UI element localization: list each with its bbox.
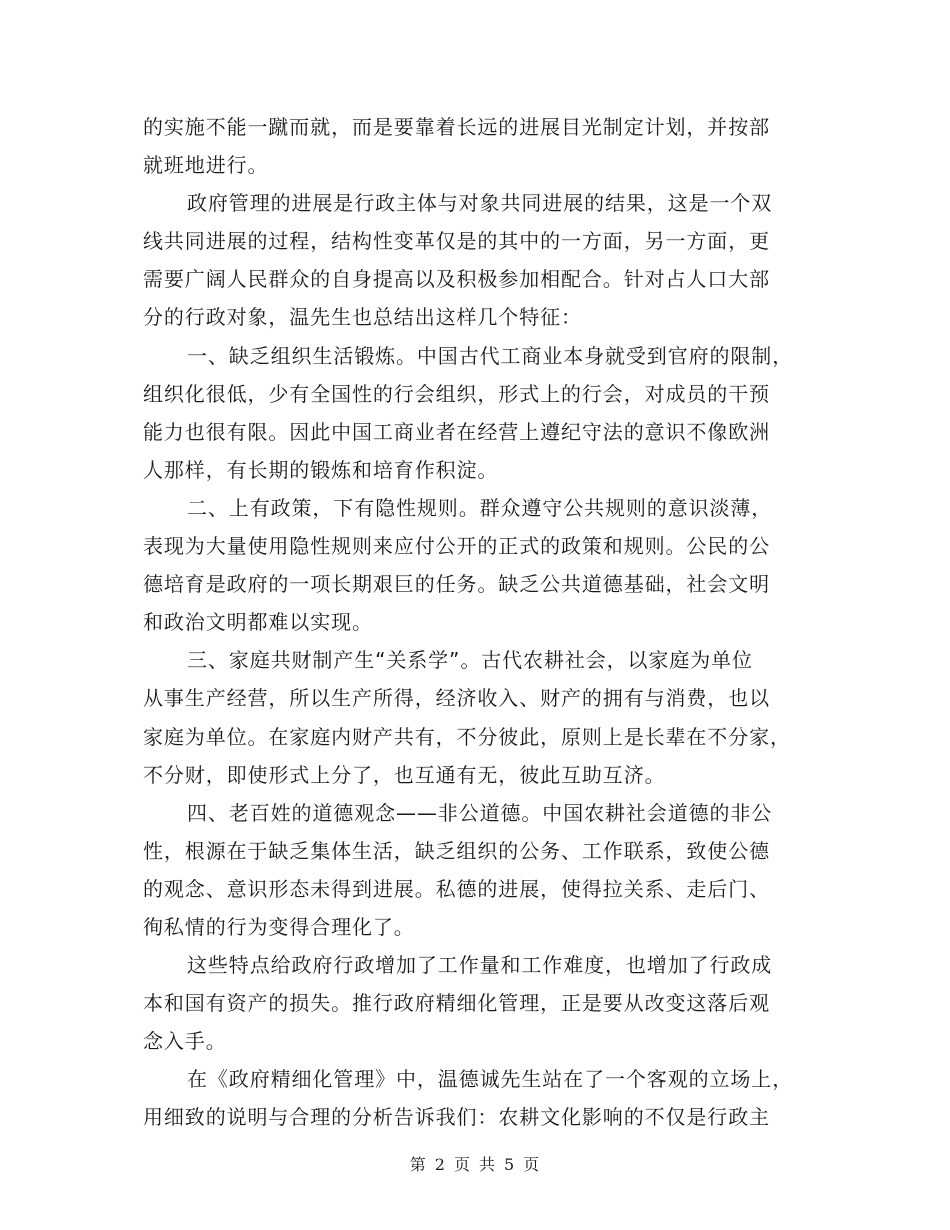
text-line: 线共同进展的过程，结构性变革仅是的其中的一方面，另一方面，更 [143,229,770,254]
text-line: 的观念、意识形态未得到进展。私德的进展，使得拉关系、走后门、 [143,876,770,901]
text-line: 在《政府精细化管理》中，温德诚先生站在了一个客观的立场上， [187,1067,794,1092]
text-line: 就班地进行。 [143,153,269,178]
footer-current-page: 2 [434,1155,446,1174]
text-line: 表现为大量使用隐性规则来应付公开的正式的政策和规则。公民的公 [143,534,770,559]
text-line: 这些特点给政府行政增加了工作量和工作难度，也增加了行政成 [187,953,773,978]
text-line: 德培育是政府的一项长期艰巨的任务。缺乏公共道德基础，社会文明 [143,572,770,597]
text-line: 的实施不能一蹴而就，而是要靠着长远的进展目光制定计划，并按部 [143,115,770,139]
text-line: 一、缺乏组织生活锻炼。中国古代工商业本身就受到官府的限制， [187,343,794,368]
footer-total-word: 共 [479,1155,497,1174]
text-line: 本和国有资产的损失。推行政府精细化管理，正是要从改变这落后观 [143,991,770,1016]
text-line: 从事生产经营，所以生产所得，经济收入、财产的拥有与消费，也以 [143,686,770,711]
text-line: 用细致的说明与合理的分析告诉我们：农耕文化影响的不仅是行政主 [143,1105,770,1130]
text-line: 分的行政对象，温先生也总结出这样几个特征： [143,305,582,330]
page-footer [0,1154,950,1176]
text-line: 二、上有政策，下有隐性规则。群众遵守公共规则的意识淡薄， [187,495,773,520]
text-line: 需要广阔人民群众的自身提高以及积极参加相配合。针对占人口大部 [143,267,770,292]
text-line: 人那样，有长期的锻炼和培育作积淀。 [143,457,499,482]
text-line: 家庭为单位。在家庭内财产共有，不分彼此，原则上是长辈在不分家， [143,724,791,749]
text-line: 徇私情的行为变得合理化了。 [143,914,415,939]
footer-prefix: 第 [409,1155,427,1174]
text-line: 能力也很有限。因此中国工商业者在经营上遵纪守法的意识不像欧洲 [143,419,770,444]
text-line: 和政治文明都难以实现。 [143,610,373,635]
text-line: 不分财，即使形式上分了，也互通有无，彼此互助互济。 [143,762,666,787]
footer-total-pages: 5 [504,1155,516,1174]
document-body [143,108,811,1137]
text-line: 四、老百姓的道德观念——非公道德。中国农耕社会道德的非公 [187,800,773,825]
footer-page-word: 页 [453,1155,471,1174]
text-line: 念入手。 [143,1029,227,1054]
text-line: 三、家庭共财制产生“关系学”。古代农耕社会，以家庭为单位 [187,648,753,673]
text-line: 性，根源在于缺乏集体生活，缺乏组织的公务、工作联系，致使公德 [143,838,770,863]
text-line: 组织化很低，少有全国性的行会组织，形式上的行会，对成员的干预 [143,381,770,406]
text-line: 政府管理的进展是行政主体与对象共同进展的结果，这是一个双 [187,191,773,216]
footer-suffix: 页 [523,1155,541,1174]
